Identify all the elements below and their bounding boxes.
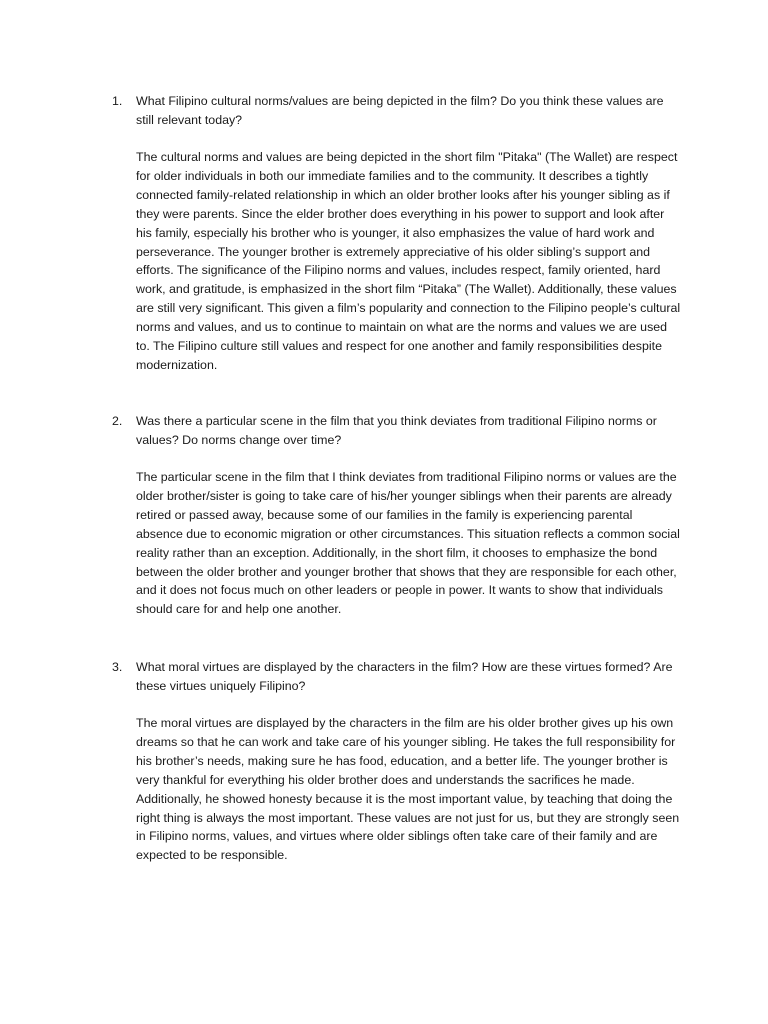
question-text: What Filipino cultural norms/values are being depicted in the film? Do you think these values are still relevant today? xyxy=(136,94,664,127)
question-item-3 xyxy=(112,658,682,865)
question-number: 3. xyxy=(112,660,123,674)
answer-paragraph: The cultural norms and values are being depicted in the short film "Pitaka" (The Wallet) are respect for older individuals in both our immediate families and to the community. It describes a tightly connected family-related relationship in which an older brother looks after his younger sibling as if they were parents. Since the elder brother does everything in his power to support and look after his family, especially his brother who is younger, it also emphasizes the value of hard work and perseverance. The younger brother is extremely appreciative of his older sibling’s support and efforts. The significance of the Filipino norms and values, includes respect, family oriented, hard work, and gratitude, is emphasized in the short film “Pitaka” (The Wallet). Additionally, these values are still very significant. This given a film’s popularity and connection to the Filipino people’s cultural norms and values, and us to continue to maintain on what are the norms and values we are used to. The Filipino culture still values and respect for one another and family responsibilities despite modernization. xyxy=(136,150,681,372)
answer-paragraph: The particular scene in the film that I think deviates from traditional Filipino norms or values are the older brother/sister is going to take care of his/her younger siblings when their parents are already retired or passed away, because some of our families in the family is experiencing parental absence due to economic migration or other circumstances. This situation reflects a common social reality rather than an exception. Additionally, in the short film, it chooses to emphasize the bond between the older brother and younger brother that shows that they are responsible for each other, and it does not focus much on other leaders or people in power. It wants to show that individuals should care for and help one another. xyxy=(136,470,680,617)
question-row xyxy=(112,658,682,696)
question-item-1 xyxy=(112,92,682,375)
question-item-2 xyxy=(112,412,682,619)
question-number: 1. xyxy=(112,94,123,108)
question-text: Was there a particular scene in the film that you think deviates from traditional Filipino norms or values? Do norms change over time? xyxy=(136,414,657,447)
question-number: 2. xyxy=(112,414,123,428)
question-row xyxy=(112,412,682,450)
question-text: What moral virtues are displayed by the characters in the film? How are these virtues formed? Are these virtues uniquely Filipino? xyxy=(136,660,673,693)
question-row xyxy=(112,92,682,130)
answer-paragraph: The moral virtues are displayed by the characters in the film are his older brother gives up his own dreams so that he can work and take care of his younger sibling. He takes the full responsibility for his brother’s needs, making sure he has food, education, and a better life. The younger brother is very thankful for everything his older brother does and understands the sacrifices he made. Additionally, he showed honesty because it is the most important value, by teaching that doing the right thing is always the most important. These values are not just for us, but they are strongly seen in Filipino norms, values, and virtues where older siblings often take care of their family and are expected to be responsible. xyxy=(136,716,680,863)
